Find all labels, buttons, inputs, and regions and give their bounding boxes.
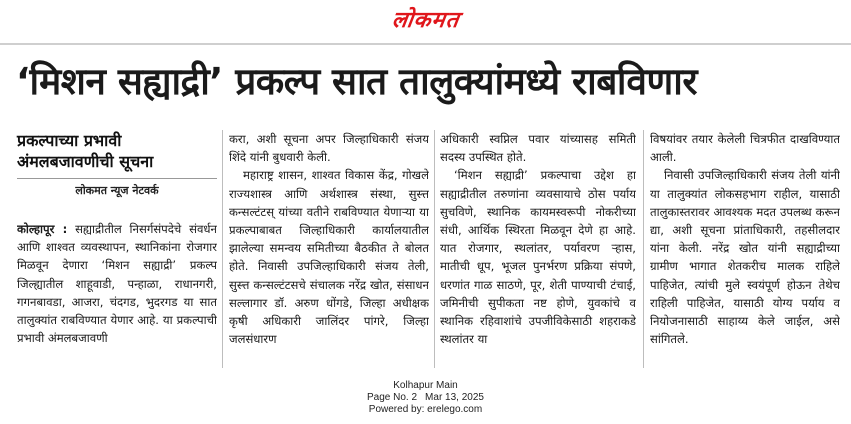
column-4-para-1: विषयांवर तयार केलेली चित्रफीत दाखविण्यात आली. (650, 132, 840, 165)
subhead-block (17, 130, 213, 198)
article-column-3 (440, 130, 636, 373)
subhead-divider (17, 178, 217, 179)
page-footer (0, 380, 851, 416)
masthead (0, 6, 851, 36)
column-divider (222, 130, 223, 368)
byline: लोकमत न्यूज नेटवर्क (75, 184, 159, 197)
article-column-1 (17, 220, 217, 370)
column-3-para-2: ‘मिशन सह्याद्री’ प्रकल्पाचा उद्देश हा सह्याद्रीतील तरुणांना व्यवसायाचे ठोस पर्याय सुचविणे, स्थानिक कायमस्वरूपी नोकरीच्या संधी, आर्थिक स्थिरता मिळवून देणे हा आहे. यात रोजगार, स्थलांतर, पर्यावरण ऱ्हास, मातीची धूप, भूजल पुनर्भरण प्रक्रिया संपणे, धरणांत गाळ साठणे, पूर, शेती पाण्याची टंचाई, जमिनीची सुपीकता नष्ट होणे, युवकांचे व स्थानिक रहिवाशांचे उपजीविकेसाठी शहराकडे स्थलांतर या (440, 168, 636, 347)
column-divider (434, 130, 435, 368)
article-column-4 (650, 130, 840, 373)
column-divider (643, 130, 644, 368)
subhead: प्रकल्पाच्या प्रभावी अंमलबजावणीची सूचना (17, 131, 154, 171)
edition-name: Kolhapur Main (393, 380, 458, 391)
dateline-place: कोल्हापूर : (17, 222, 68, 236)
column-2-para-2: महाराष्ट्र शासन, शाश्वत विकास केंद्र, गोखले राज्यशास्त्र आणि अर्थशास्त्र संस्था, सुस्त्त कन्सल्टंटस् यांच्या वतीने राबविण्यात येणाऱ्या या प्रकल्पाबाबत जिल्हाधिकारी कार्यालयातील झालेल्या समन्वय समितीच्या बैठकीत ते बोलत होते. निवासी उपजिल्हाधिकारी संजय तेली, सुस्त्त कन्सल्टंटसचे संचालक नरेंद्र खोत, संसाधन सल्लागार डॉ. अरुण धोंगडे, जिल्हा अधीक्षक कृषी अधिकारी जालिंदर पांगरे, जिल्हा जलसंधारण (229, 168, 429, 347)
page-number: Page No. 2 (367, 392, 418, 403)
column-1-text: सह्याद्रीतील निसर्गसंपदेचे संवर्धन आणि शाश्वत व्यवस्थापन, स्थानिकांना रोजगार मिळवून देणारा ‘मिशन सह्याद्री’ प्रकल्प जिल्ह्यातील शाहूवाडी, पन्हाळा, राधानगरी, गगनबावडा, आजरा, चंदगड, भुदरगड या सात तालुक्यांत राबविण्यात येणार आहे. या प्रकल्पाची प्रभावी अंमलबजावणी (17, 222, 217, 346)
column-4-para-2: निवासी उपजिल्हाधिकारी संजय तेली यांनी या तालुक्यांत लोकसहभाग राहील, यासाठी तालुकास्तरावर आवश्यक मदत उपलब्ध करून द्या, अशी सूचना प्रांताधिकारी, तहसीलदार यांना केली. नरेंद्र खोत यांनी सह्याद्रीच्या ग्रामीण भागात शेतकरीच मालक राहिले पाहिजेत, त्यांची मुले स्वयंपूर्ण होऊन तेथेच राहिली पाहिजेत, यासाठी योग्य पर्याय व नियोजनासाठी साहाय्य केले जाईल, असे सांगितले. (650, 168, 840, 347)
powered-by-link[interactable]: Powered by: erelego.com (368, 404, 483, 415)
headline: ‘मिशन सह्याद्री’ प्रकल्प सात तालुक्यांमध्ये राबविणार (16, 60, 697, 103)
column-3-para-1: अधिकारी स्वप्निल पवार यांच्यासह समिती सदस्य उपस्थित होते. (440, 132, 636, 165)
article-column-2 (229, 130, 429, 373)
column-2-para-1: करा, अशी सूचना अपर जिल्हाधिकारी संजय शिंदे यांनी बुधवारी केली. (229, 132, 429, 165)
publish-date: Mar 13, 2025 (425, 392, 484, 403)
masthead-divider (0, 43, 851, 45)
lokmat-logo: लोकमत (390, 8, 461, 33)
